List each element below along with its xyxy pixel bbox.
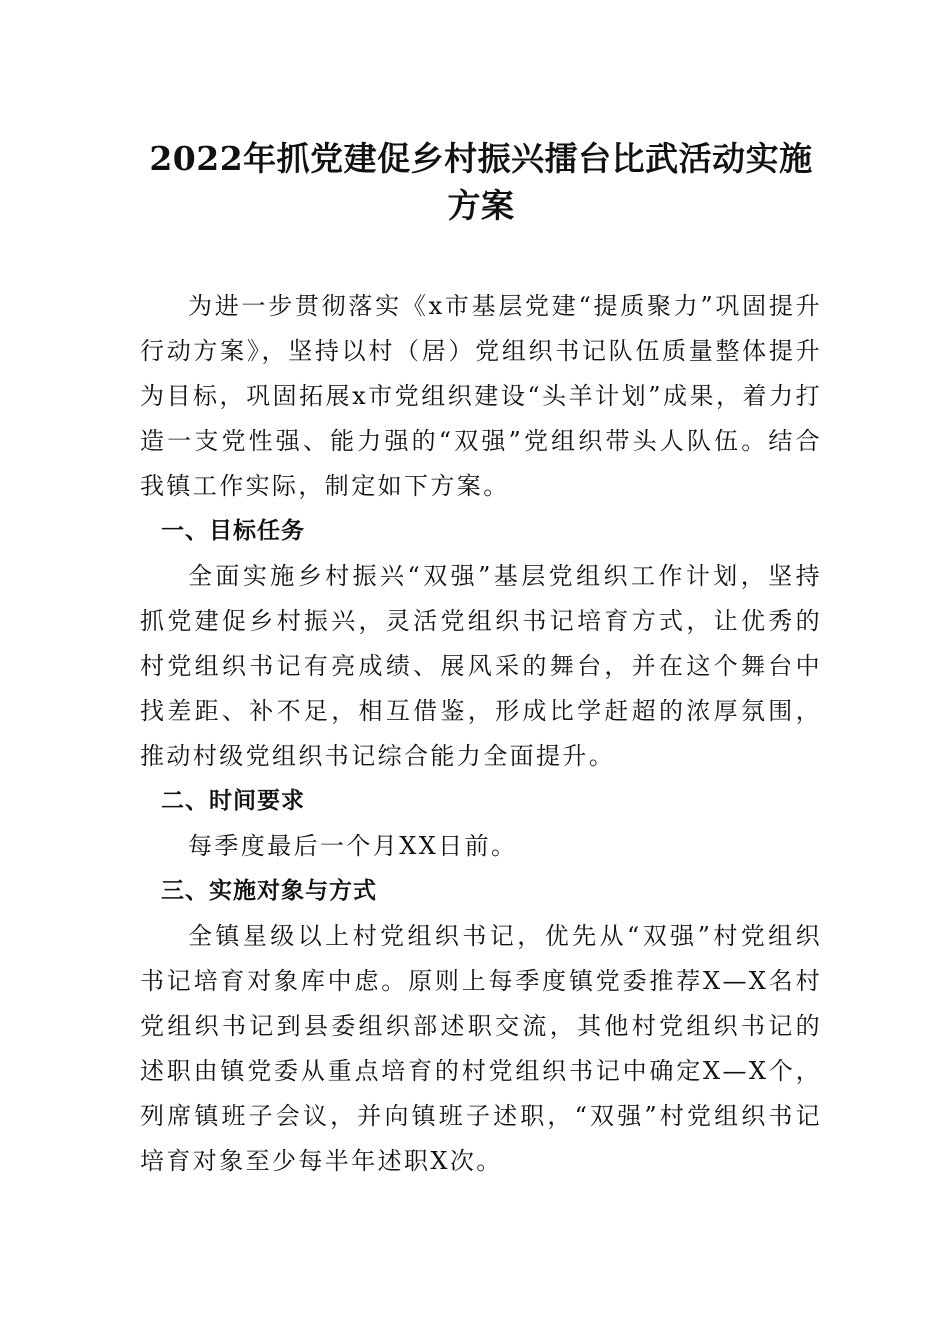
section-heading-timeline: 二、时间要求 — [161, 788, 305, 814]
section-body-goals: 全面实施乡村振兴“双强”基层党组织工作计划，坚持抓党建促乡村振兴，灵活党组织书记培育方式，让优秀的村党组织书记有亮成绩、展风采的舞台，并在这个舞台中找差距、补不足，相互借鉴，形成比学赶超的浓厚氛围，推动村级党组织书记综合能力全面提升。 — [140, 562, 822, 770]
section-body-timeline: 每季度最后一个月XX日前。 — [188, 832, 518, 860]
document-title — [140, 135, 822, 229]
section-heading-targets: 三、实施对象与方式 — [161, 878, 377, 904]
document-body — [140, 284, 822, 1184]
section-body-targets: 全镇星级以上村党组织书记，优先从“双强”村党组织书记培育对象库中虑。原则上每季度镇党委推荐X—X名村党组织书记到县委组织部述职交流，其他村党组织书记的述职由镇党委从重点培育的村党组织书记中确定X—X个，列席镇班子会议，并向镇班子述职，“双强”村党组织书记培育对象至少每半年述职X次。 — [140, 922, 822, 1175]
title-line-2: 方案 — [447, 186, 515, 225]
section-heading-goals: 一、目标任务 — [161, 518, 305, 544]
intro-paragraph: 为进一步贯彻落实《x市基层党建“提质聚力”巩固提升行动方案》，坚持以村（居）党组织书记队伍质量整体提升为目标，巩固拓展x市党组织建设“头羊计划”成果，着力打造一支党性强、能力强的“双强”党组织带头人队伍。结合我镇工作实际，制定如下方案。 — [140, 292, 822, 500]
title-line-1: 2022年抓党建促乡村振兴擂台比武活动实施 — [149, 139, 813, 178]
